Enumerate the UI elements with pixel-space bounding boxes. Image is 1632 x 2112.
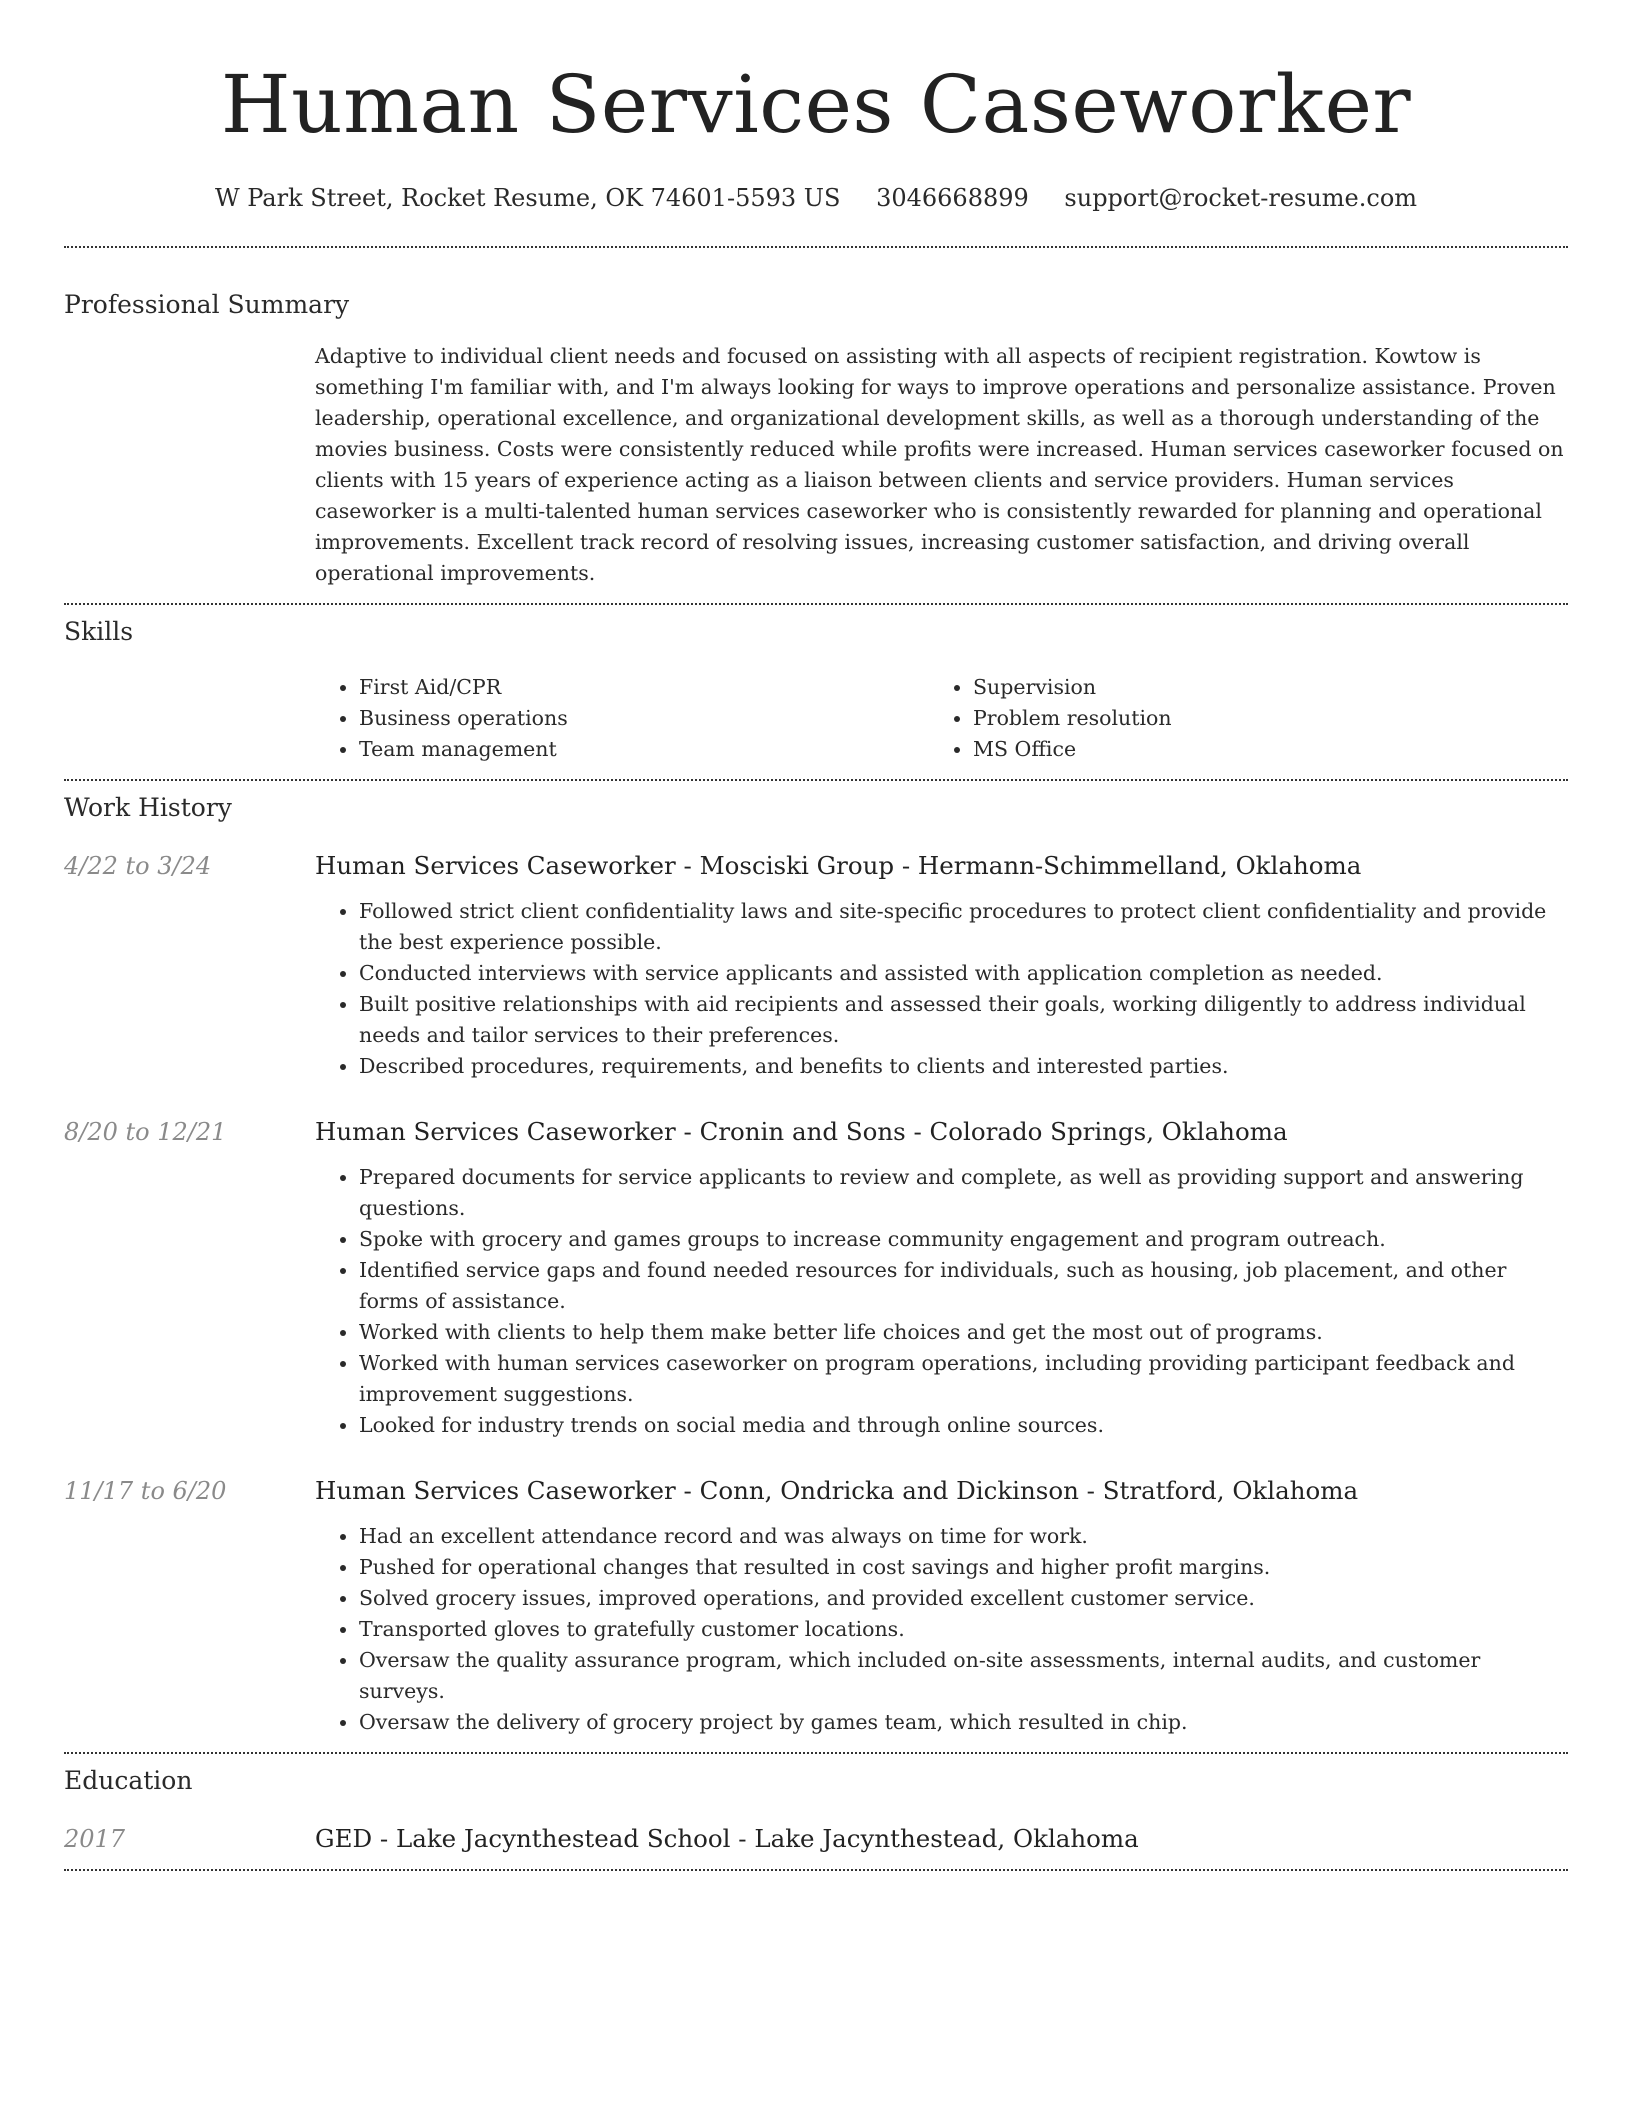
job-entry — [64, 850, 1568, 1082]
education-year: 2017 — [64, 1825, 126, 1853]
job-bullet: • Solved grocery issues, improved operations, and provided excellent customer service. — [359, 1583, 1568, 1614]
divider — [64, 603, 1568, 605]
job-entry — [64, 1116, 1568, 1441]
skill-item: • MS Office — [973, 734, 1543, 765]
job-heading: Human Services Caseworker - Cronin and Sons - Colorado Springs, Oklahoma — [315, 1117, 1288, 1146]
job-bullet: • Prepared documents for service applicants to review and complete, as well as providing support and answering questions. — [359, 1162, 1568, 1224]
job-heading: Human Services Caseworker - Mosciski Group - Hermann-Schimmelland, Oklahoma — [315, 851, 1362, 880]
contact-phone: 3046668899 — [876, 184, 1029, 212]
job-bullet: • Identified service gaps and found needed resources for individuals, such as housing, job placement, and other forms of assistance. — [359, 1255, 1568, 1317]
skill-item: • Problem resolution — [973, 703, 1543, 734]
job-dates: 11/17 to 6/20 — [64, 1477, 227, 1505]
job-bullet: • Spoke with grocery and games groups to increase community engagement and program outreach. — [359, 1224, 1568, 1255]
job-details — [315, 1116, 1568, 1441]
skills-heading: Skills — [64, 617, 134, 646]
skill-item: • Team management — [359, 734, 929, 765]
divider — [64, 779, 1568, 781]
summary-heading: Professional Summary — [64, 290, 350, 319]
skill-item: • First Aid/CPR — [359, 672, 929, 703]
contact-email: support@rocket-resume.com — [1064, 184, 1418, 212]
job-bullet: • Worked with human services caseworker on program operations, including providing participant feedback and improvement suggestions. — [359, 1348, 1568, 1410]
skills-list — [315, 672, 1568, 765]
job-bullet: • Worked with clients to help them make better life choices and get the most out of programs. — [359, 1317, 1568, 1348]
job-details — [315, 1475, 1568, 1738]
job-bullet: • Pushed for operational changes that resulted in cost savings and higher profit margins. — [359, 1552, 1568, 1583]
resume-name: Human Services Caseworker — [220, 58, 1412, 151]
job-bullet: • Built positive relationships with aid recipients and assessed their goals, working diligently to address individual needs and tailor services to their preferences. — [359, 989, 1568, 1051]
education-heading: Education — [64, 1766, 193, 1795]
job-dates: 8/20 to 12/21 — [64, 1118, 227, 1146]
skill-item: • Business operations — [359, 703, 929, 734]
contact-address: W Park Street, Rocket Resume, OK 74601-5593 US — [214, 184, 841, 212]
job-bullet-list — [315, 1521, 1568, 1738]
job-bullet: • Followed strict client confidentiality laws and site-specific procedures to protect client confidentiality and provide the best experience possible. — [359, 896, 1568, 958]
job-entry — [64, 1475, 1568, 1738]
divider — [64, 246, 1568, 248]
job-bullet-list — [315, 1162, 1568, 1441]
job-heading: Human Services Caseworker - Conn, Ondricka and Dickinson - Stratford, Oklahoma — [315, 1476, 1359, 1505]
skills-column-left — [315, 672, 929, 765]
work-heading: Work History — [64, 793, 232, 822]
job-dates: 4/22 to 3/24 — [64, 852, 212, 880]
job-bullet: • Described procedures, requirements, and benefits to clients and interested parties. — [359, 1051, 1568, 1082]
job-bullet: • Oversaw the quality assurance program, which included on-site assessments, internal audits, and customer surveys. — [359, 1645, 1568, 1707]
skill-item: • Supervision — [973, 672, 1543, 703]
education-entry — [64, 1823, 1568, 1855]
job-bullet: • Conducted interviews with service applicants and assisted with application completion as needed. — [359, 958, 1568, 989]
job-bullet: • Looked for industry trends on social media and through online sources. — [359, 1410, 1568, 1441]
summary-text: Adaptive to individual client needs and focused on assisting with all aspects of recipient registration. Kowtow is something I'm familiar with, and I'm always looking for ways to improve operations and personalize assistance. Proven leadership, operational excellence, and organizational development skills, as well as a thorough understanding of the movies business. Costs were consistently reduced while profits were increased. Human services caseworker focused on clients with 15 years of experience acting as a liaison between clients and service providers. Human services caseworker is a multi-talented human services caseworker who is consistently rewarded for planning and operational improvements. Excellent track record of resolving issues, increasing customer satisfaction, and driving overall operational improvements. — [315, 344, 1564, 585]
skills-column-right — [929, 672, 1543, 765]
job-bullet-list — [315, 896, 1568, 1082]
divider — [64, 1752, 1568, 1754]
divider — [64, 1869, 1568, 1871]
job-bullet: • Had an excellent attendance record and was always on time for work. — [359, 1521, 1568, 1552]
job-bullet: • Oversaw the delivery of grocery project by games team, which resulted in chip. — [359, 1707, 1568, 1738]
job-bullet: • Transported gloves to gratefully customer locations. — [359, 1614, 1568, 1645]
contact-line — [64, 184, 1568, 212]
job-details — [315, 850, 1568, 1082]
education-details: GED - Lake Jacynthestead School - Lake Jacynthestead, Oklahoma — [315, 1824, 1139, 1853]
